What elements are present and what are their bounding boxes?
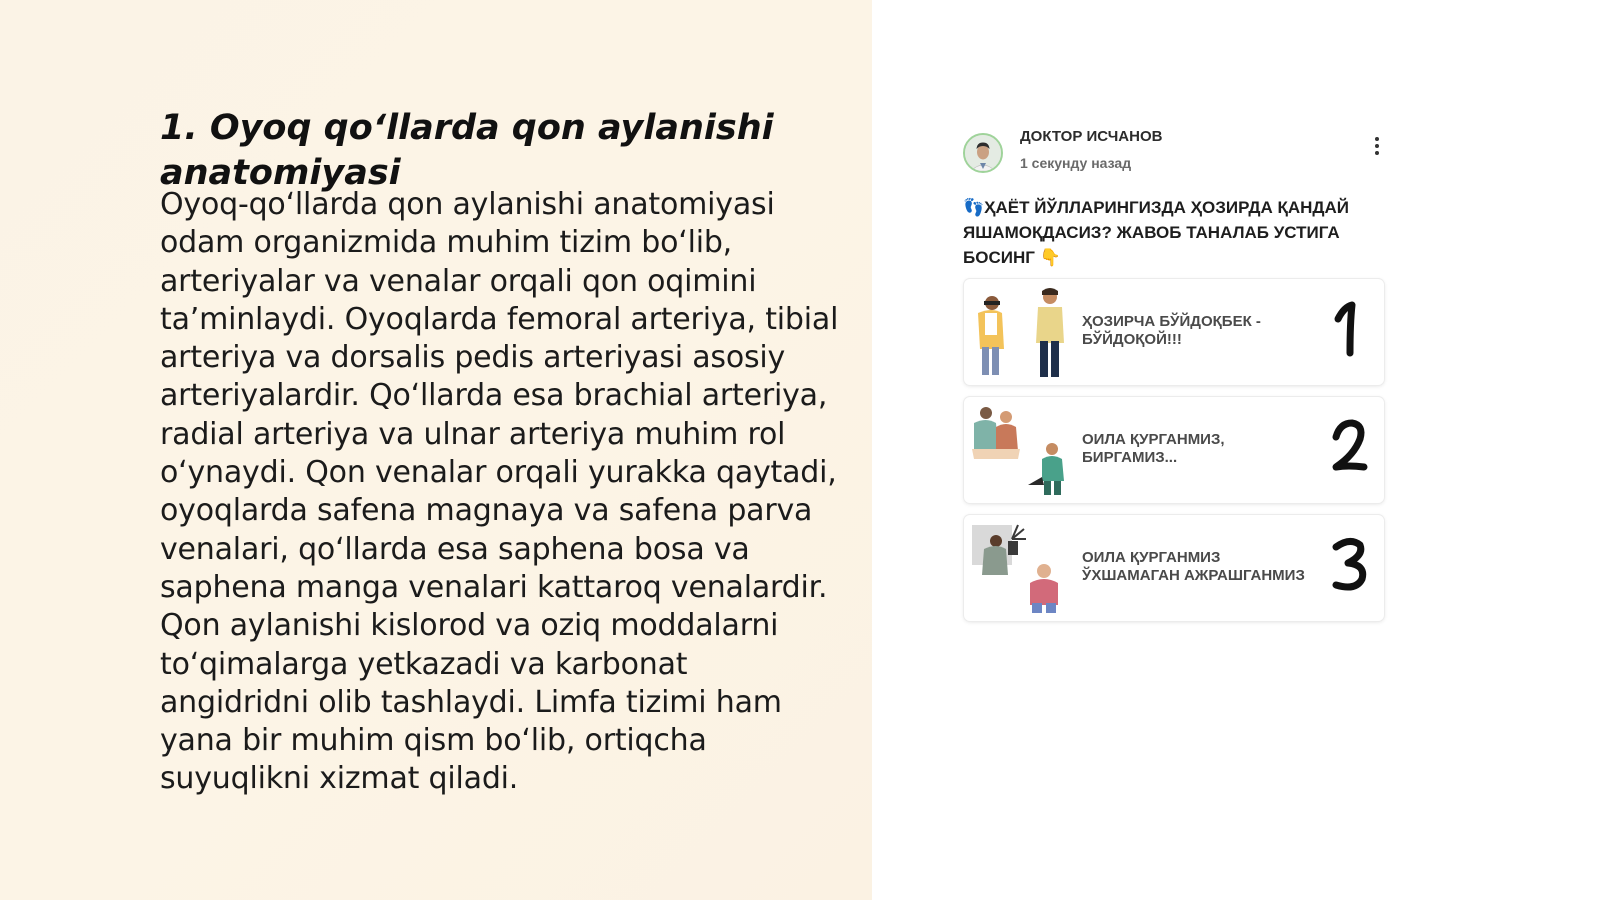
handwritten-number-2-icon xyxy=(1326,415,1372,479)
handwritten-number-3-icon xyxy=(1326,533,1372,597)
poll-option-label: ОИЛА ҚУРГАНМИЗ, БИРГАМИЗ... xyxy=(1082,431,1225,466)
handwritten-number-1-icon xyxy=(1326,297,1372,361)
poll-option-label: ОИЛА ҚУРГАНМИЗ ЎХШАМАГАН АЖРАШГАНМИЗ xyxy=(1082,549,1305,584)
avatar[interactable] xyxy=(963,133,1003,173)
couple-family-illustration xyxy=(968,401,1076,499)
poll-option-3[interactable] xyxy=(964,515,1384,621)
separated-people-illustration xyxy=(968,519,1076,617)
post-question-text: ҲАЁТ ЙЎЛЛАРИНГИЗДА ҲОЗИРДА ҚАНДАЙ ЯШАМОҚДАСИЗ? ЖАВОБ ТАНАЛАБ УСТИГА БОСИНГ xyxy=(963,198,1349,267)
post-timestamp: 1 секунду назад xyxy=(1020,155,1132,171)
footprints-emoji: 👣 xyxy=(963,198,985,217)
doctor-portrait-icon xyxy=(965,135,1001,171)
more-options-icon[interactable] xyxy=(1372,137,1382,161)
poll-option-1[interactable] xyxy=(964,279,1384,385)
post-author[interactable]: ДОКТОР ИСЧАНОВ xyxy=(1020,128,1163,145)
post-question xyxy=(963,195,1393,270)
poll-option-2[interactable] xyxy=(964,397,1384,503)
single-people-illustration xyxy=(968,283,1076,381)
slide-body-text: Oyoq-qo‘llarda qon aylanishi anatomiyasi odam organizmida muhim tizim bo‘lib, arteriyalar va venalar orqali qon oqimini ta’minlaydi. Oyoqlarda femoral arteriya, tibial arteriya va dorsalis pedis arteriyasi asosiy arteriyalardir. Qo‘llarda esa brachial arteriya, radial arteriya va ulnar arteriya muhim rol o‘ynaydi. Qon venalar orqali yurakka qaytadi, oyoqlarda safena magnaya va safena parva venalari, qo‘llarda esa saphena bosa va saphena manga venalari kattaroq venalardir. Qon aylanishi kislorod va oziq moddalarni to‘qimalarga yetkazadi va karbonat angidridni olib tashlaydi. Limfa tizimi ham yana bir muhim qism bo‘lib, ortiqcha suyuqlikni xizmat qiladi. xyxy=(160,187,839,797)
pointing-down-emoji: 👇 xyxy=(1039,248,1061,267)
slide-title: 1. Oyoq qo‘llarda qon aylanishi anatomiyasi xyxy=(160,108,774,193)
poll-option-label: ҲОЗИРЧА БЎЙДОҚБЕК - БЎЙДОҚОЙ!!! xyxy=(1082,313,1261,348)
